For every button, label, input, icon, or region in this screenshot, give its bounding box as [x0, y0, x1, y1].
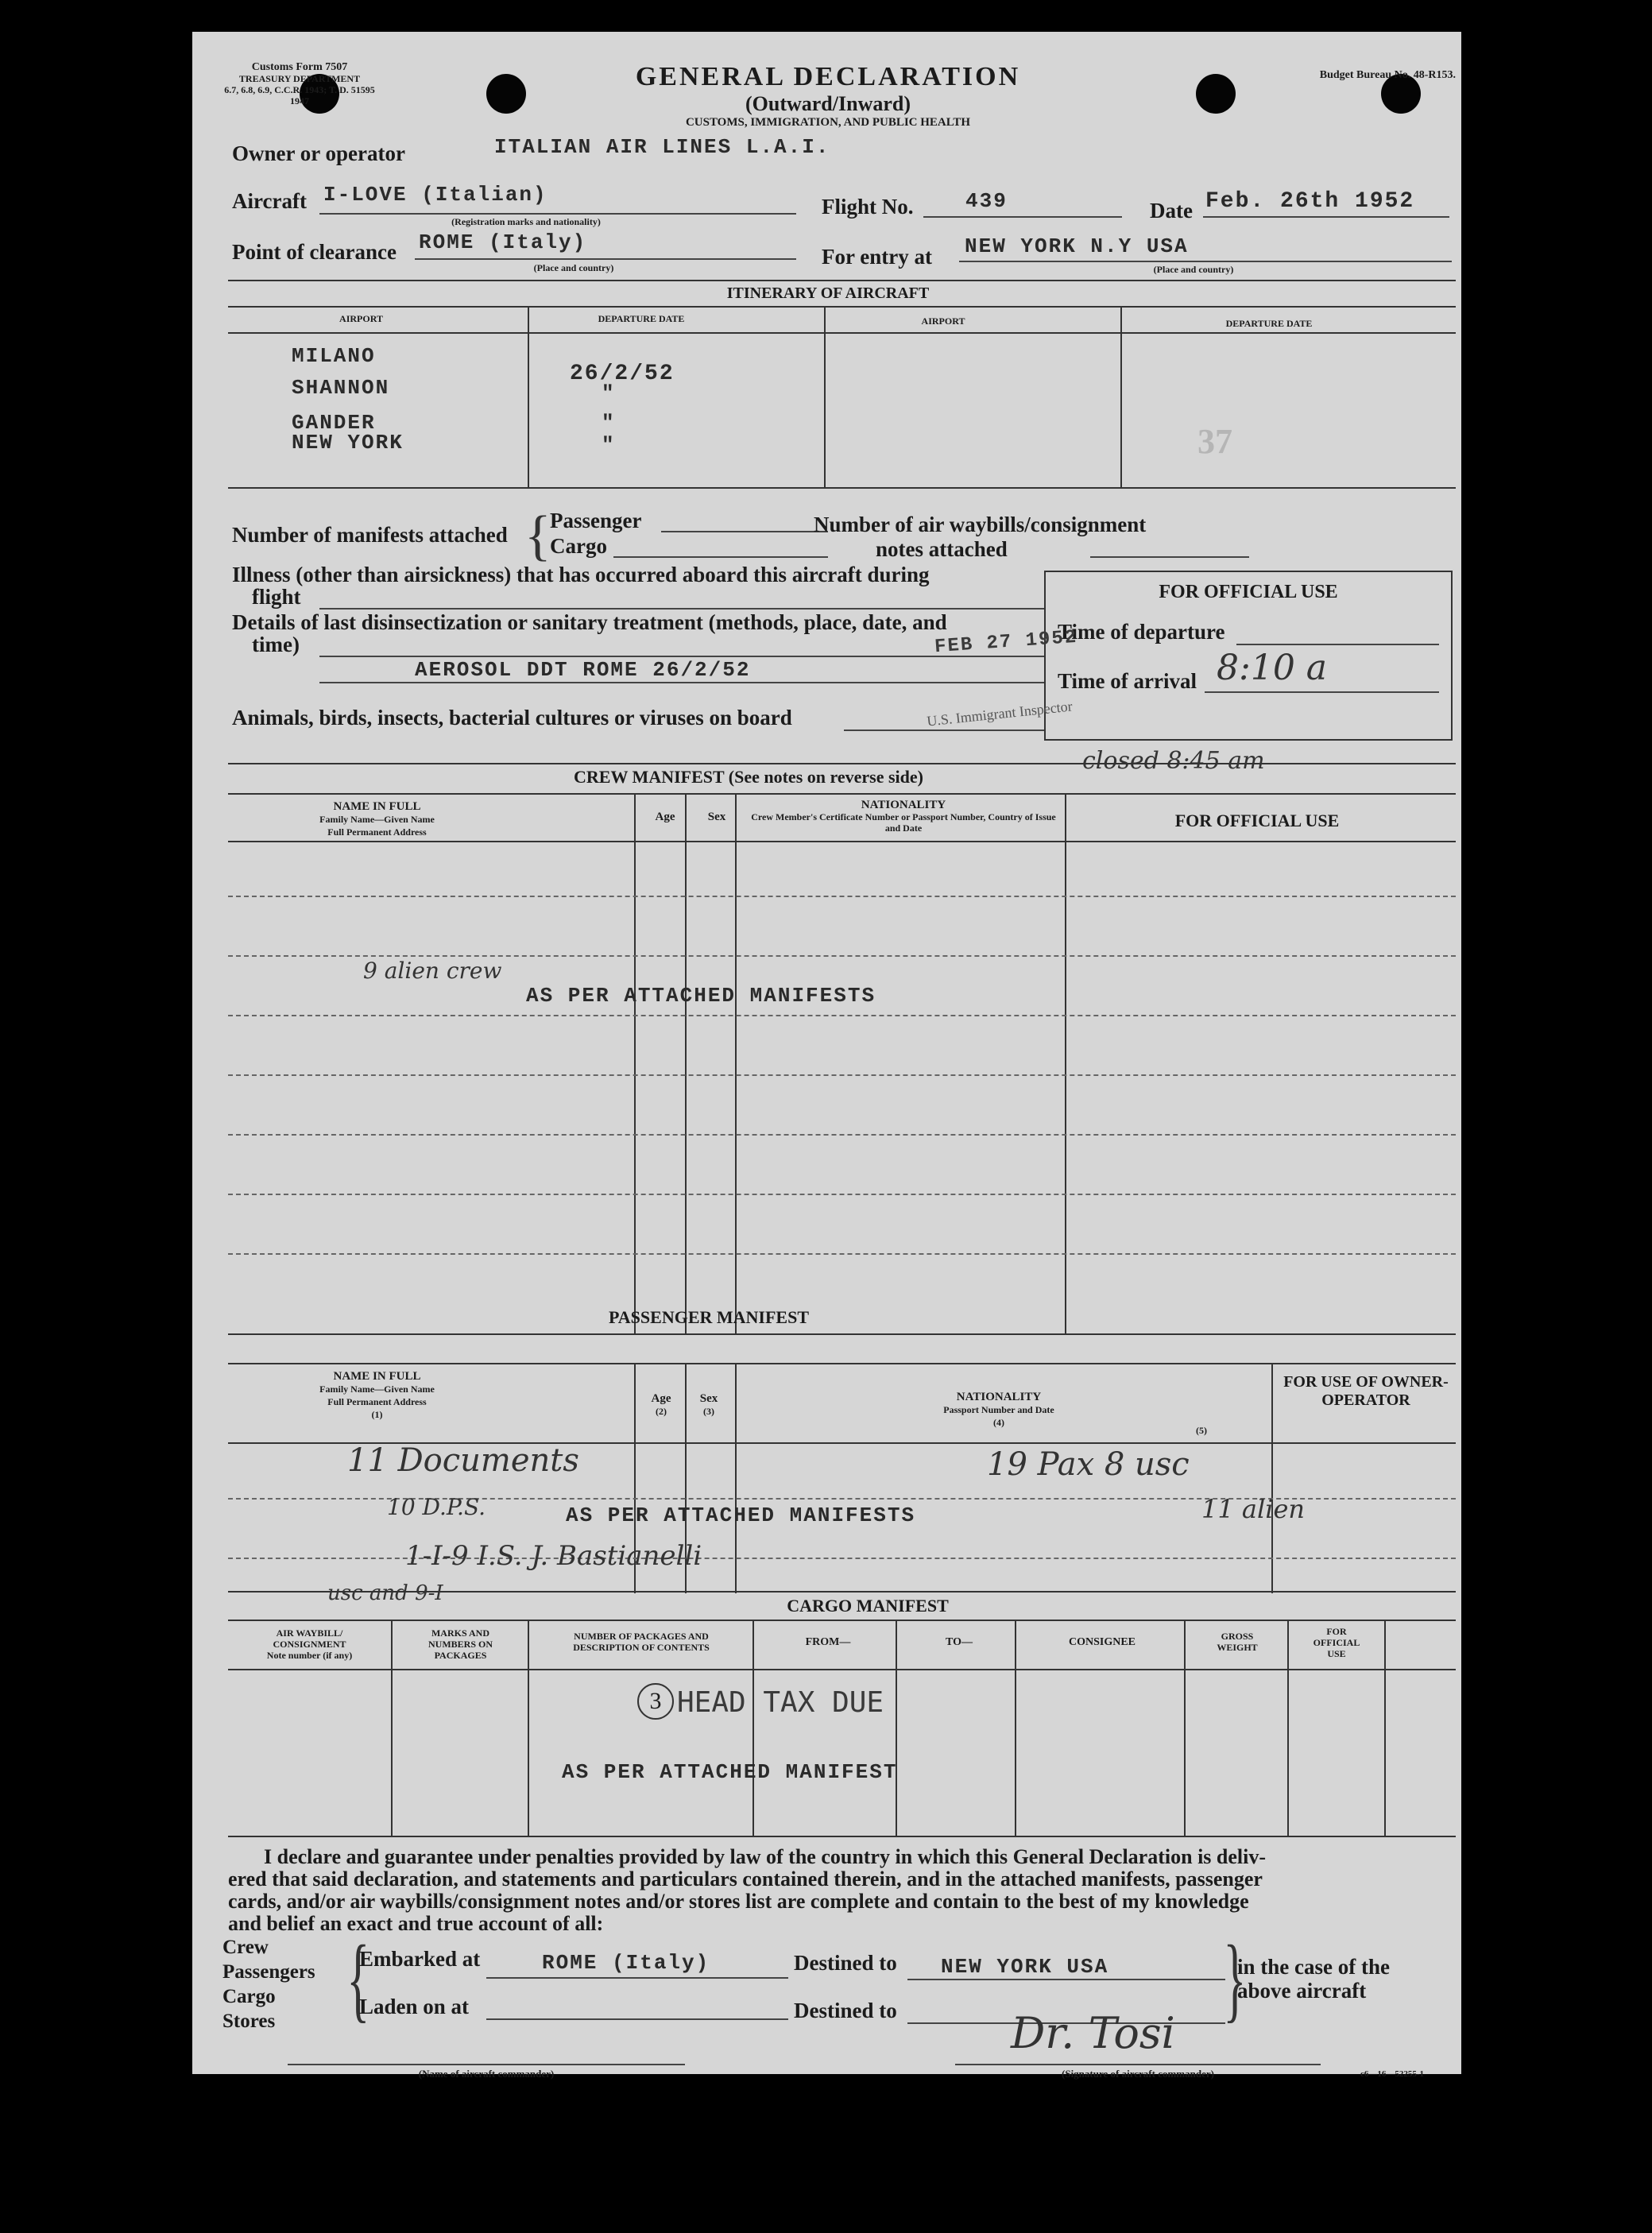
itinerary-date-4: " [602, 433, 616, 457]
decl-crew: Crew [222, 1937, 269, 1958]
crew-col-name-sub2: Full Permanent Address [327, 826, 427, 838]
cargo-count-label: Cargo [550, 534, 607, 558]
passenger-col-name-sub2: Full Permanent Address [327, 1396, 427, 1407]
official-use-title: FOR OFFICIAL USE [1159, 582, 1338, 602]
cargo-col-from: FROM— [805, 1636, 851, 1648]
itinerary-airport-3: GANDER [292, 411, 376, 435]
cargo-col-gross-2: WEIGHT [1217, 1642, 1258, 1653]
flight-label: Flight No. [822, 195, 914, 219]
itinerary-col-departure: DEPARTURE DATE [598, 313, 685, 324]
commander-signature: Dr. Tosi [1011, 2008, 1175, 2058]
case-label: in the case of the [1237, 1955, 1390, 1979]
punch-hole [486, 74, 526, 114]
illness-label: Illness (other than airsickness) that has occurred aboard this aircraft during [232, 563, 930, 586]
embarked-label: Embarked at [359, 1947, 481, 1971]
embarked-value: ROME (Italy) [542, 1951, 710, 1975]
aircraft-value: I-LOVE (Italian) [323, 183, 547, 207]
signature-caption: (Signature of aircraft commander) [1062, 2068, 1214, 2080]
passenger-col-sex: Sex [699, 1392, 718, 1405]
closed-handwriting: closed 8:45 am [1082, 747, 1265, 775]
inspector-stamp: U.S. Immigrant Inspector [926, 698, 1074, 729]
passenger-col-age-num: (2) [656, 1406, 667, 1417]
passenger-col-name: NAME IN FULL [333, 1370, 421, 1383]
passenger-col-owner: FOR USE OF OWNER-OPERATOR [1283, 1373, 1449, 1409]
crew-col-nationality-sub: Crew Member's Certificate Number or Passport Number, Country of Issue and Date [751, 811, 1056, 834]
crew-col-nationality: NATIONALITY [861, 799, 946, 811]
passenger-alien-note: 11 alien [1201, 1494, 1305, 1524]
disinsect-label-2: time) [252, 633, 300, 656]
cargo-col-gross: GROSS [1221, 1631, 1254, 1642]
cargo-col-marks: MARKS AND [431, 1627, 489, 1639]
entry-value: NEW YORK N.Y USA [965, 234, 1189, 258]
illness-label-2: flight [252, 585, 301, 609]
itinerary-date-1: 26/2/52 [570, 362, 675, 386]
itinerary-title: ITINERARY OF AIRCRAFT [726, 284, 930, 302]
passenger-col-sex-num: (3) [703, 1406, 714, 1417]
clearance-value: ROME (Italy) [419, 230, 587, 254]
crew-handwritten-note: 9 alien crew [363, 958, 502, 984]
crew-col-age: Age [655, 811, 675, 823]
itinerary-airport-2: SHANNON [292, 376, 390, 400]
crew-col-name: NAME IN FULL [333, 800, 421, 813]
footer-code: c6—16—52255-1 [1360, 2069, 1425, 2079]
clearance-caption: (Place and country) [533, 262, 614, 273]
entry-label: For entry at [822, 245, 932, 269]
destined-label: Destined to [794, 1951, 897, 1975]
head-tax-circle: 3 [637, 1683, 674, 1720]
passenger-line3-note: 1-I-9 I.S. J. Bastianelli [405, 1540, 702, 1572]
passenger-col-name-num: (1) [371, 1409, 383, 1420]
declaration-text-4: and belief an exact and true account of all: [228, 1912, 604, 1935]
passenger-documents-note: 11 Documents [347, 1442, 579, 1479]
passenger-line4-note: usc and 9-I [327, 1581, 443, 1605]
owner-label: Owner or operator [232, 141, 405, 165]
itinerary-airport-1: MILANO [292, 344, 376, 368]
crew-typed-note: AS PER ATTACHED MANIFESTS [526, 984, 876, 1008]
itinerary-airport-4: NEW YORK [292, 431, 404, 455]
disinsect-label: Details of last disinsectization or sanitary treatment (methods, place, date, and [232, 610, 947, 634]
regulations: 6.7, 6.8, 6.9, C.C.R. 1943; T. D. 51595 [224, 84, 375, 95]
owner-value: ITALIAN AIR LINES L.A.I. [494, 135, 830, 159]
decl-stores: Stores [222, 2010, 276, 2032]
cargo-col-to: TO— [946, 1636, 973, 1648]
form-title: GENERAL DECLARATION [635, 62, 1021, 91]
declaration-text-2: ered that said declaration, and statements and particulars contained therein, and in the attached manifests, passenger [228, 1867, 1263, 1891]
waybills-label-2: notes attached [876, 537, 1008, 561]
department: TREASURY DEPARTMENT [238, 73, 361, 84]
passenger-col-nationality-num: (4) [993, 1417, 1004, 1428]
passenger-col-age: Age [651, 1392, 671, 1405]
itinerary-col-airport: AIRPORT [339, 313, 383, 324]
departure-time-label: Time of departure [1058, 620, 1225, 644]
cargo-col-marks-2: NUMBERS ON [428, 1639, 493, 1650]
form-subtitle2: CUSTOMS, IMMIGRATION, AND PUBLIC HEALTH [685, 116, 971, 129]
decl-passengers: Passengers [222, 1961, 315, 1983]
cargo-typed-note: AS PER ATTACHED MANIFEST [562, 1760, 898, 1784]
cargo-col-packages-2: DESCRIPTION OF CONTENTS [573, 1642, 710, 1653]
cargo-col-official-2: OFFICIAL [1313, 1637, 1360, 1648]
entry-caption: (Place and country) [1153, 264, 1234, 275]
animals-label: Animals, birds, insects, bacterial cultures or viruses on board [232, 706, 792, 729]
passenger-title: PASSENGER MANIFEST [608, 1307, 810, 1327]
cargo-title: CARGO MANIFEST [787, 1596, 949, 1616]
itinerary-date-3: " [602, 411, 616, 435]
passenger-typed-note: AS PER ATTACHED MANIFESTS [566, 1504, 916, 1527]
flight-value: 439 [965, 189, 1008, 213]
crew-col-name-sub: Family Name—Given Name [319, 814, 435, 825]
date-label: Date [1150, 199, 1193, 223]
cargo-col-waybill-2: CONSIGNMENT [273, 1639, 346, 1650]
arrival-handwriting: 8:10 a [1217, 648, 1328, 688]
passenger-count-note: 19 Pax 8 usc [987, 1446, 1190, 1483]
cargo-col-consignee: CONSIGNEE [1068, 1636, 1136, 1648]
cargo-col-waybill-3: Note number (if any) [266, 1650, 353, 1661]
declaration-text-1: I declare and guarantee under penalties provided by law of the country in which this General Declaration is deliv- [264, 1845, 1267, 1868]
itinerary-stamp: 37 [1197, 422, 1232, 461]
name-caption: (Name of aircraft commander) [418, 2068, 555, 2080]
aircraft-label: Aircraft [232, 189, 307, 213]
arrival-time-label: Time of arrival [1058, 669, 1197, 693]
passenger-dps-note: 10 D.P.S. [387, 1494, 486, 1520]
cargo-col-official-3: USE [1327, 1648, 1346, 1659]
head-tax-stamp: HEAD TAX DUE [677, 1686, 884, 1719]
cargo-col-waybill: AIR WAYBILL/ [276, 1627, 343, 1639]
cargo-col-official: FOR [1326, 1626, 1347, 1637]
form-subtitle: (Outward/Inward) [745, 92, 911, 115]
passenger-col-five: (5) [1196, 1425, 1207, 1436]
budget-number: Budget Bureau No. 48-R153. [1319, 69, 1456, 81]
itinerary-date-2: " [602, 381, 616, 405]
cargo-col-marks-3: PACKAGES [434, 1650, 487, 1661]
passenger-count-label: Passenger [550, 509, 642, 532]
passenger-col-nationality: NATIONALITY [956, 1391, 1042, 1403]
brace-icon: { [524, 505, 551, 567]
passenger-col-nationality-sub: Passport Number and Date [943, 1404, 1054, 1415]
regulations-year: 1947 [290, 95, 309, 106]
cargo-col-packages: NUMBER OF PACKAGES AND [574, 1631, 709, 1642]
passenger-col-name-sub: Family Name—Given Name [319, 1384, 435, 1395]
date-stamp: FEB 27 1952 [934, 626, 1079, 659]
aircraft-caption: (Registration marks and nationality) [451, 216, 601, 227]
crew-title: CREW MANIFEST (See notes on reverse side) [574, 767, 923, 787]
crew-col-official: FOR OFFICIAL USE [1174, 811, 1340, 830]
clearance-label: Point of clearance [232, 240, 397, 264]
declaration-form [192, 32, 1461, 2080]
declaration-text-3: cards, and/or air waybills/consignment notes and/or stores list are complete and contain to the best of my knowledge [228, 1890, 1249, 1913]
crew-col-sex: Sex [707, 811, 726, 823]
waybills-label: Number of air waybills/consignment [814, 513, 1147, 536]
decl-cargo: Cargo [222, 1986, 276, 2007]
brace-icon: { [346, 1925, 370, 2031]
manifests-label: Number of manifests attached [232, 523, 508, 547]
disinsect-value: AEROSOL DDT ROME 26/2/52 [415, 658, 751, 682]
official-use-box [926, 571, 1453, 741]
case-label-2: above aircraft [1237, 1979, 1367, 2003]
itinerary-col-airport-2: AIRPORT [921, 315, 965, 327]
destined-label-2: Destined to [794, 1999, 897, 2022]
brace-icon: { [1223, 1925, 1247, 2031]
form-number: Customs Form 7507 [251, 61, 348, 73]
itinerary-col-departure-2: DEPARTURE DATE [1225, 318, 1313, 329]
destined-value: NEW YORK USA [941, 1955, 1109, 1979]
laden-label: Laden on at [359, 1995, 470, 2018]
date-value: Feb. 26th 1952 [1205, 189, 1415, 214]
